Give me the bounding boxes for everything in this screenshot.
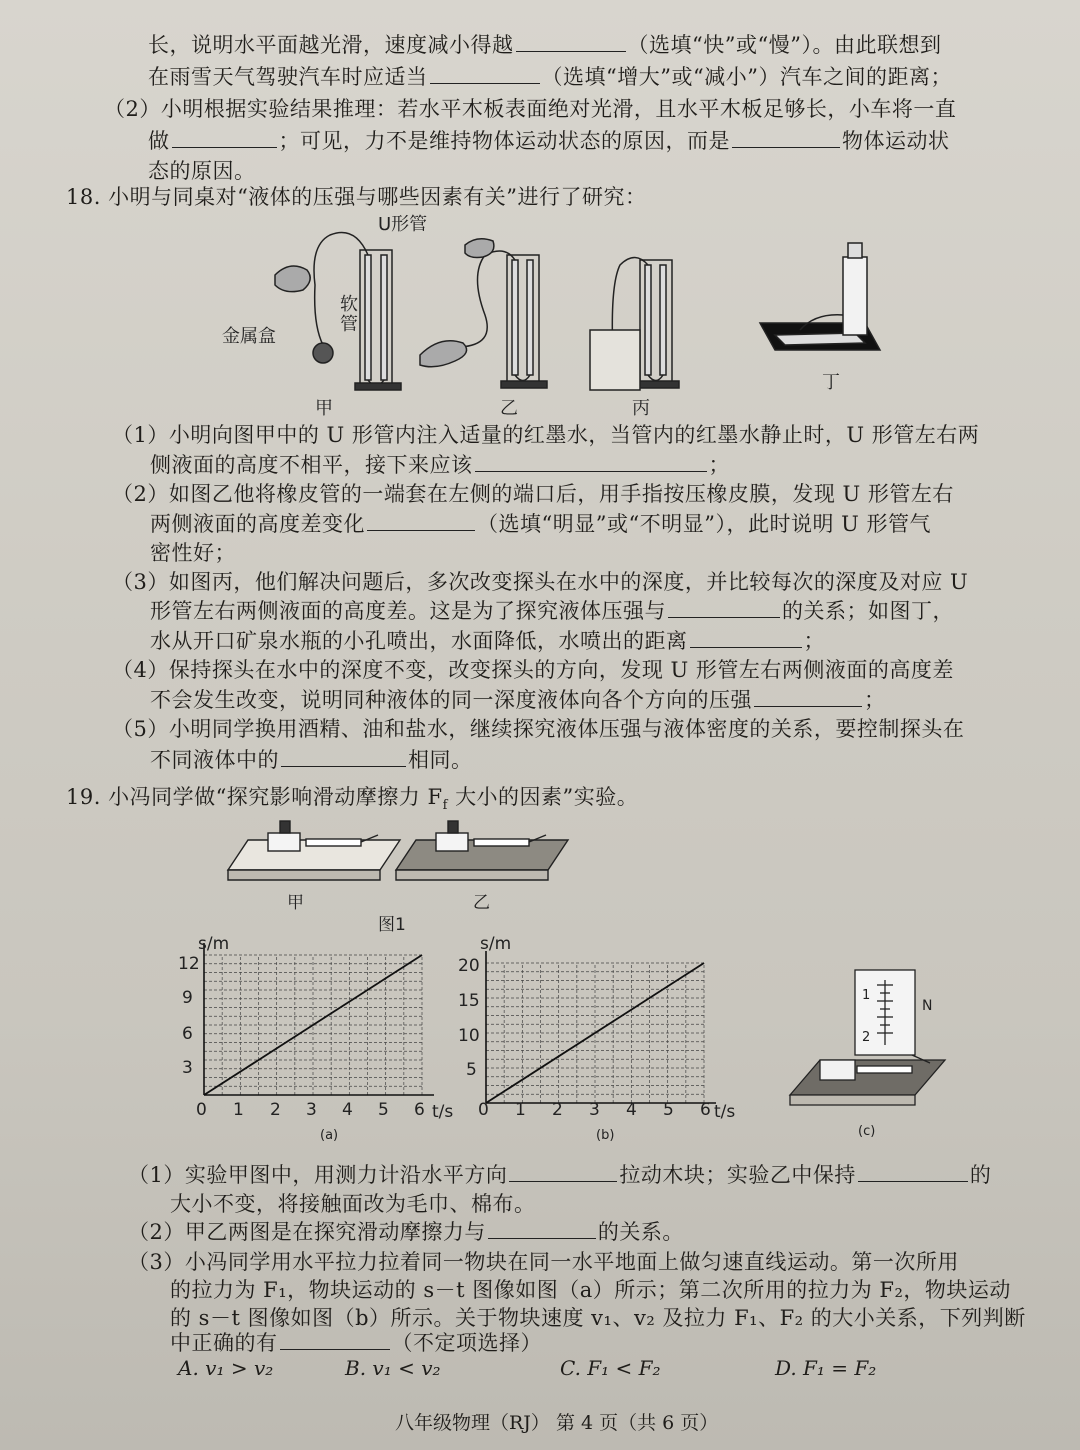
- q18-stem: 18. 小明与同桌对“液体的压强与哪些因素有关”进行了研究：: [66, 185, 647, 209]
- chart-a-ylabel: s/m: [198, 934, 230, 954]
- q19-subscript: f: [442, 798, 448, 814]
- chart-b-xlabel: t/s: [714, 1102, 736, 1122]
- chart-a-ytick: 3: [182, 1058, 193, 1078]
- q18-part2-line-3: 密性好；: [150, 541, 236, 565]
- q19-part1-line-1: [128, 1160, 991, 1190]
- q19-text: （1）实验甲图中，用测力计沿水平方向: [128, 1163, 508, 1187]
- q19-part1-line-2: 大小不变，将接触面改为毛巾、棉布。: [170, 1192, 536, 1216]
- q19-text: 大小的因素”实验。: [455, 785, 639, 809]
- q18-part4-line-1: （4）保持探头在水中的深度不变，改变探头的方向，发现 U 形管左右两侧液面的高度差: [112, 658, 954, 682]
- water-bottle-ding: [760, 243, 880, 350]
- option-a[interactable]: A. v₁ > v₂: [178, 1356, 274, 1380]
- answer-blank[interactable]: [172, 129, 277, 148]
- q17-part2-line-3: 态的原因。: [148, 159, 256, 183]
- answer-blank[interactable]: [754, 688, 862, 707]
- q18-text: 两侧液面的高度差变化: [150, 512, 365, 536]
- q17-part2-line-2: [148, 126, 950, 156]
- chart-a-xtick: 3: [306, 1100, 317, 1120]
- q17-text: （选填“增大”或“减小”）汽车之间的距离；: [541, 65, 952, 89]
- q17-line-2: [148, 62, 952, 92]
- u-tube-label: U形管: [378, 214, 428, 235]
- q18-figure: [215, 205, 895, 415]
- chart-b-ylabel: s/m: [480, 934, 512, 954]
- q18-text: 不会发生改变，说明同种液体的同一深度液体向各个方向的压强: [150, 688, 752, 712]
- q18-part3-line-3: [150, 626, 825, 656]
- q17-text: （选填“快”或“慢”）。由此联想到: [627, 33, 942, 57]
- chart-b-xtick: 0: [478, 1100, 489, 1120]
- answer-blank[interactable]: [281, 748, 406, 767]
- q18-part5-line-1: （5）小明同学换用酒精、油和盐水，继续探究液体压强与液体密度的关系，要控制探头在: [112, 717, 965, 741]
- q19-part3-line-3: 的 s－t 图像如图（b）所示。关于物块速度 v₁、v₂ 及拉力 F₁、F₂ 的大小关系，下列判断: [170, 1306, 1026, 1330]
- chart-a-xlabel: t/s: [432, 1102, 454, 1122]
- chart-a-caption: (a): [320, 1128, 339, 1143]
- chart-a-xtick: 4: [342, 1100, 353, 1120]
- chart-a-xtick: 2: [270, 1100, 281, 1120]
- chart-b-xtick: 2: [552, 1100, 563, 1120]
- figure-label-yi: 乙: [500, 398, 518, 419]
- chart-a-xtick: 0: [196, 1100, 207, 1120]
- q18-text: 形管左右两侧液面的高度差。这是为了探究液体压强与: [150, 599, 666, 623]
- q18-text: 水从开口矿泉水瓶的小孔喷出，水面降低，水喷出的距离: [150, 629, 688, 653]
- hose-label: 软: [340, 294, 358, 315]
- q17-text: 物体运动状: [842, 129, 950, 153]
- answer-blank[interactable]: [430, 65, 540, 84]
- q17-text: ；可见，力不是维持物体运动状态的原因，而是: [278, 129, 730, 153]
- answer-blank[interactable]: [668, 599, 780, 618]
- q19-part3-line-2: 的拉力为 F₁，物块运动的 s－t 图像如图（a）所示；第二次所用的拉力为 F₂，物块运动: [170, 1278, 1011, 1302]
- hose-label: 管: [340, 314, 358, 335]
- answer-blank[interactable]: [516, 33, 626, 52]
- chart-a: [200, 950, 430, 1110]
- u-tube-apparatus-yi: [420, 239, 547, 388]
- chart-b-ytick: 5: [466, 1060, 477, 1080]
- q19-part3-line-4: [170, 1328, 542, 1358]
- q18-text: ；: [864, 688, 886, 712]
- option-b[interactable]: B. v₁ < v₂: [345, 1356, 441, 1380]
- chart-b-xtick: 4: [626, 1100, 637, 1120]
- chart-b-xtick: 6: [700, 1100, 711, 1120]
- chart-a-ytick: 6: [182, 1024, 193, 1044]
- q19-part3-line-1: （3）小冯同学用水平拉力拉着同一物块在同一水平地面上做匀速直线运动。第一次所用: [128, 1250, 959, 1274]
- chart-a-xtick: 1: [233, 1100, 244, 1120]
- scale-tick-label: 2: [862, 1030, 871, 1045]
- scale-unit-label: N: [922, 998, 933, 1014]
- answer-blank[interactable]: [367, 512, 475, 531]
- q18-part2-line-1: （2）如图乙他将橡皮管的一端套在左侧的端口后，用手指按压橡皮膜，发现 U 形管左右: [112, 482, 954, 506]
- answer-blank[interactable]: [509, 1163, 617, 1182]
- figure-label-jia: 甲: [287, 893, 304, 913]
- q19-part2-line: [128, 1217, 684, 1247]
- q18-part4-line-2: [150, 685, 886, 715]
- q19-text: （不定项选择）: [391, 1331, 542, 1355]
- q19-text: 拉动木块；实验乙中保持: [619, 1163, 856, 1187]
- q19-figure-1: [228, 815, 573, 890]
- q19-text: （2）甲乙两图是在探究滑动摩擦力与: [128, 1220, 486, 1244]
- q19-text: 的: [969, 1163, 992, 1187]
- answer-blank[interactable]: [280, 1331, 390, 1350]
- figure-c-caption: (c): [858, 1124, 876, 1139]
- q18-part1-line-2: [150, 450, 730, 480]
- option-c[interactable]: C. F₁ < F₂: [560, 1356, 661, 1380]
- chart-a-xtick: 6: [414, 1100, 425, 1120]
- figure-label-bing: 丙: [632, 398, 650, 419]
- q17-line-1: [148, 30, 941, 60]
- scale-tick-label: 1: [862, 988, 871, 1003]
- answer-blank[interactable]: [690, 629, 802, 648]
- option-d[interactable]: D. F₁ = F₂: [775, 1356, 877, 1380]
- chart-b-ytick: 10: [458, 1026, 480, 1046]
- metal-box-label: 金属盒: [222, 326, 276, 347]
- chart-b-caption: (b): [596, 1128, 615, 1143]
- chart-b: [482, 958, 712, 1108]
- figure-1-caption: 图1: [378, 915, 406, 935]
- page-footer: 八年级物理（RJ） 第 4 页（共 6 页）: [395, 1412, 719, 1434]
- u-tube-apparatus-jia: [275, 233, 401, 391]
- figure-label-yi: 乙: [473, 893, 490, 913]
- chart-a-ytick: 9: [182, 988, 193, 1008]
- q19-text: 中正确的有: [170, 1331, 278, 1355]
- q18-part3-line-1: （3）如图丙，他们解决问题后，多次改变探头在水中的深度，并比较每次的深度及对应 U: [112, 570, 969, 594]
- q18-part2-line-2: [150, 509, 931, 539]
- q18-text: ；: [708, 453, 730, 477]
- q18-text: 的关系；如图丁，: [782, 599, 954, 623]
- answer-blank[interactable]: [475, 453, 707, 472]
- u-tube-apparatus-bing: [590, 258, 679, 391]
- q18-text: 侧液面的高度不相平，接下来应该: [150, 453, 473, 477]
- chart-b-xtick: 3: [589, 1100, 600, 1120]
- answer-blank[interactable]: [858, 1163, 968, 1182]
- q18-part1-line-1: （1）小明向图甲中的 U 形管内注入适量的红墨水，当管内的红墨水静止时，U 形管左右两: [112, 423, 980, 447]
- chart-b-xtick: 5: [663, 1100, 674, 1120]
- q18-text: ；: [803, 629, 825, 653]
- chart-a-xtick: 5: [378, 1100, 389, 1120]
- q18-part5-line-2: [150, 745, 473, 775]
- chart-b-ytick: 20: [458, 956, 480, 976]
- answer-blank[interactable]: [732, 129, 840, 148]
- q17-text: 做: [148, 129, 170, 153]
- q18-text: 不同液体中的: [150, 748, 279, 772]
- figure-label-ding: 丁: [822, 372, 840, 393]
- chart-b-xtick: 1: [515, 1100, 526, 1120]
- q17-text: 长，说明水平面越光滑，速度减小得越: [148, 33, 514, 57]
- q17-text: 在雨雪天气驾驶汽车时应适当: [148, 65, 428, 89]
- q17-part2-line-1: （2）小明根据实验结果推理：若水平木板表面绝对光滑，且水平木板足够长，小车将一直: [104, 97, 957, 121]
- chart-b-ytick: 15: [458, 991, 480, 1011]
- q18-part3-line-2: [150, 596, 954, 626]
- figure-label-jia: 甲: [315, 398, 333, 419]
- chart-a-ytick: 12: [178, 954, 200, 974]
- q19-text: 的关系。: [597, 1220, 684, 1244]
- q19-text: 19. 小冯同学做“探究影响滑动摩擦力 F: [66, 785, 443, 809]
- q18-text: （选填“明显”或“不明显”），此时说明 U 形管气: [477, 512, 931, 536]
- answer-blank[interactable]: [488, 1220, 596, 1239]
- q18-text: 相同。: [408, 748, 473, 772]
